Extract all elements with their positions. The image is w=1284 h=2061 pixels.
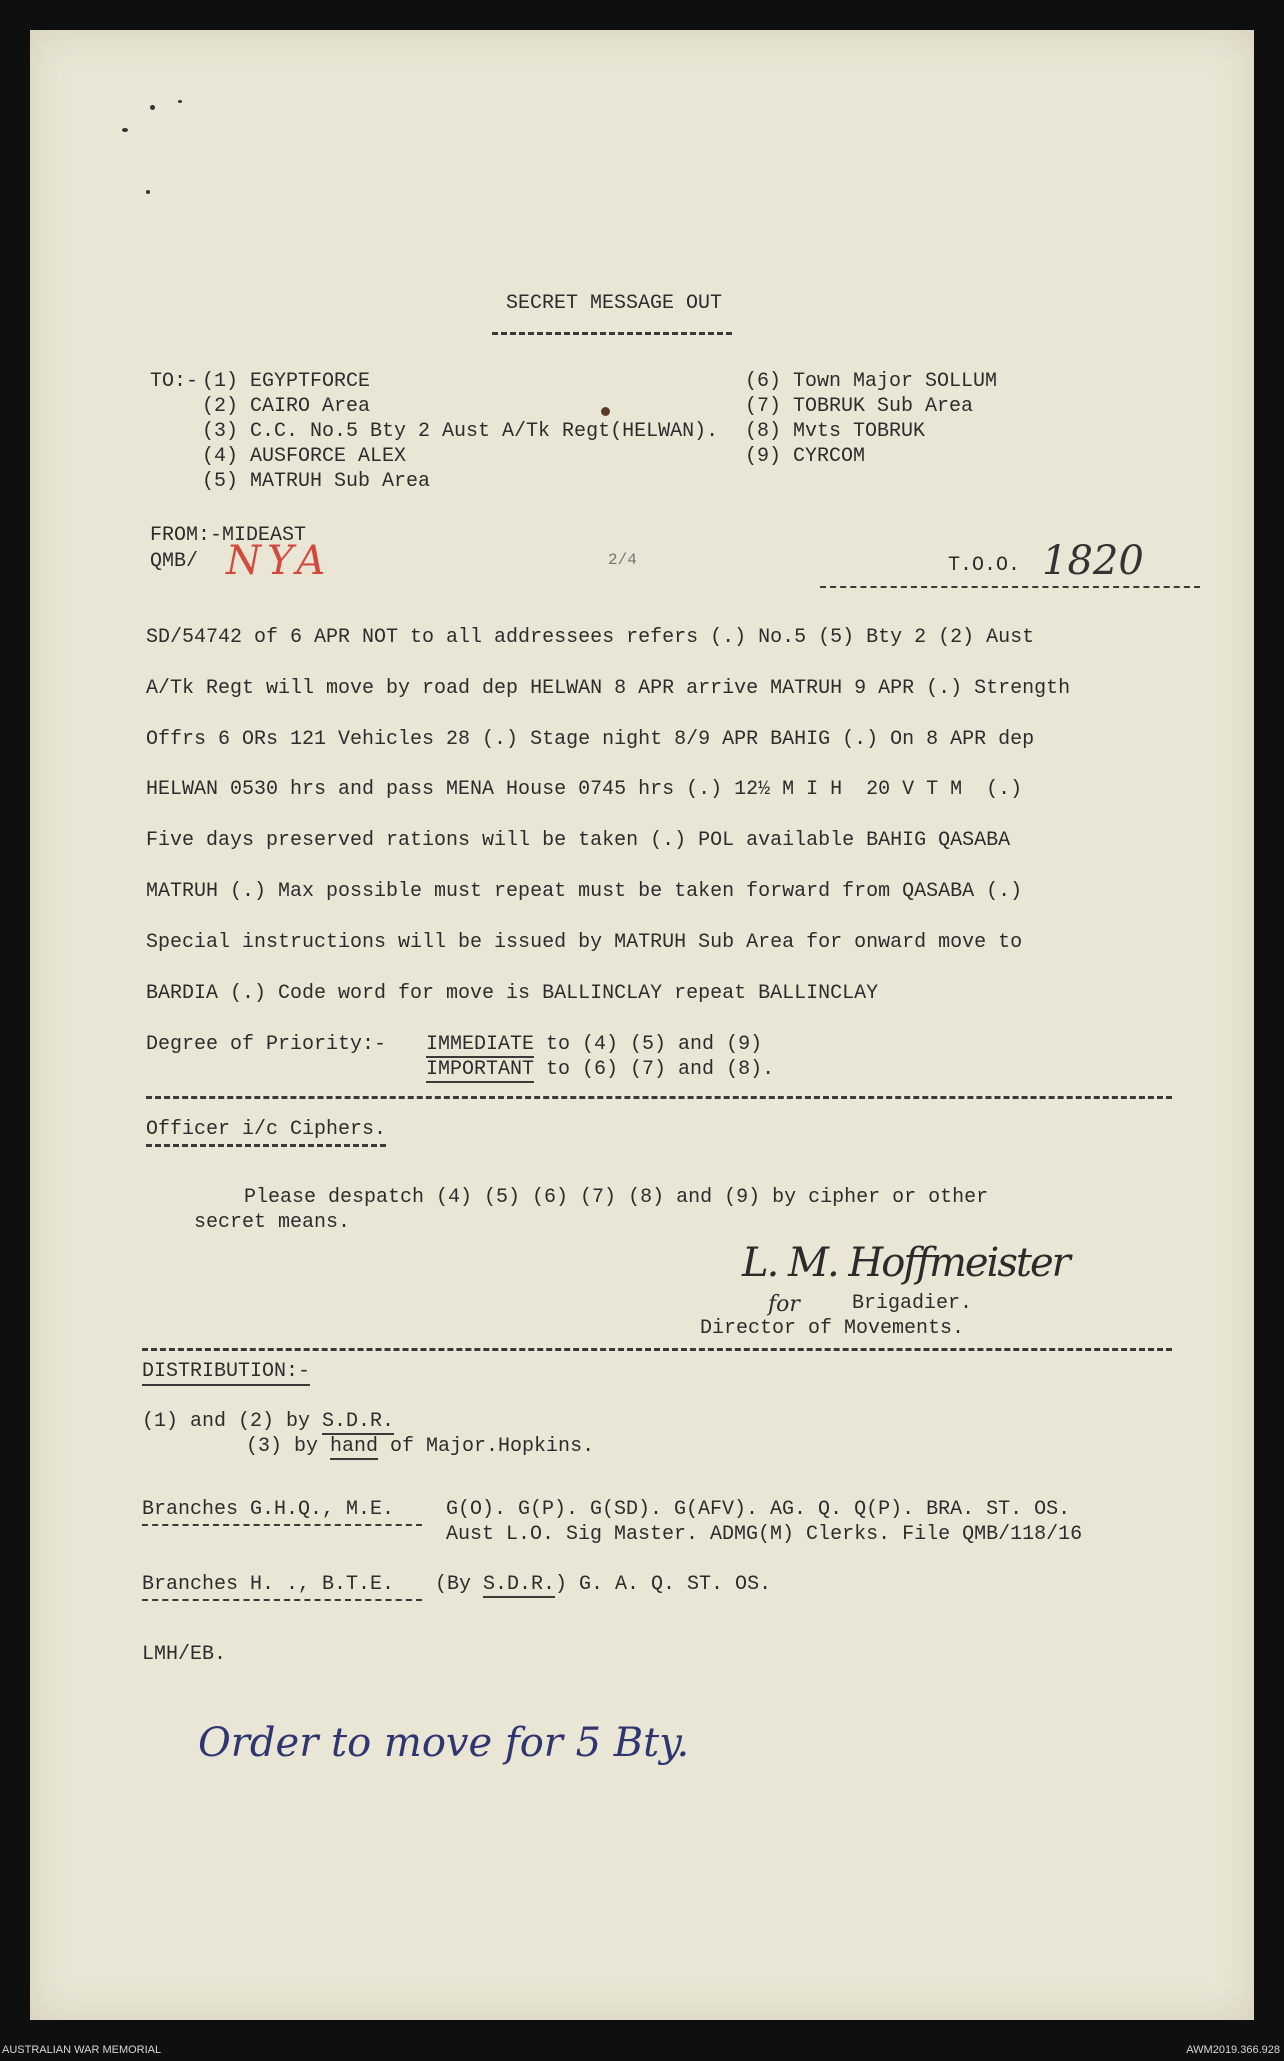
distribution-line-2-text: (3) by [246,1435,331,1458]
addressee-4: (4) AUSFORCE ALEX [202,445,407,468]
branches-bte-line [435,1573,771,1597]
document-page [30,30,1254,2020]
message-line-6: MATRUH (.) Max possible must repeat must be taken forward from QASABA (.) [146,880,1023,903]
despatch-line-2: secret means. [194,1211,351,1234]
distribution-line-2-rest: of Major.Hopkins. [378,1435,595,1458]
priority-rule [146,1096,1172,1099]
addressee-2: (2) CAIRO Area [202,395,371,418]
message-line-8: BARDIA (.) Code word for move is BALLINCLAY repeat BALLINCLAY [146,982,879,1005]
from-line: FROM:-MIDEAST [150,524,307,547]
priority-immediate-rest: to (4) (5) and (9) [534,1033,763,1056]
branches-ghq-underline [142,1524,422,1526]
priority-immediate: IMMEDIATE [426,1033,535,1056]
distribution-line-1 [142,1410,394,1434]
too-label: T.O.O. [948,554,1021,577]
distribution-line-1-text: (1) and (2) by [142,1410,323,1433]
paper-speck [122,128,128,132]
priority-label: Degree of Priority:- [146,1033,387,1056]
officer-underline [146,1144,386,1147]
branches-ghq-line-1: G(O). G(P). G(SD). G(AFV). AG. Q. Q(P). BRA. ST. OS. [446,1498,1071,1521]
priority-important-line [426,1058,774,1082]
message-line-3: Offrs 6 ORs 121 Vehicles 28 (.) Stage night 8/9 APR BAHIG (.) On 8 APR dep [146,728,1035,751]
distribution-sdr: S.D.R. [322,1410,395,1433]
paper-speck [146,190,150,194]
addressee-6: (6) Town Major SOLLUM [745,370,998,393]
despatch-line-1: Please despatch (4) (5) (6) (7) (8) and (9) by cipher or other [244,1186,989,1209]
message-line-2: A/Tk Regt will move by road dep HELWAN 8 APR arrive MATRUH 9 APR (.) Strength [146,677,1071,700]
footer-credit: AUSTRALIAN WAR MEMORIAL [2,2044,162,2056]
addressee-3: (3) C.C. No.5 Bty 2 Aust A/Tk Regt(HELWAN). [202,420,719,443]
priority-important-rest: to (6) (7) and (8). [534,1058,775,1081]
brigadier-title: Brigadier. [852,1292,973,1315]
typist-initials: LMH/EB. [142,1643,227,1666]
for-label: for [768,1292,800,1317]
branches-bte-sdr: S.D.R. [483,1573,556,1596]
addressee-8: (8) Mvts TOBRUK [745,420,926,443]
message-line-7: Special instructions will be issued by MATRUH Sub Area for onward move to [146,931,1023,954]
distribution-line-2 [246,1435,594,1459]
priority-important: IMPORTANT [426,1058,535,1081]
addressee-7: (7) TOBRUK Sub Area [745,395,974,418]
paper-speck [601,407,610,416]
title-underline [492,332,732,335]
branches-ghq-line-2: Aust L.O. Sig Master. ADMG(M) Clerks. File QMB/118/16 [446,1523,1083,1546]
qm-fraction: 2/4 [608,551,637,569]
officer-ciphers: Officer i/c Ciphers. [146,1118,387,1141]
paper-speck [150,105,155,110]
message-line-4: HELWAN 0530 hrs and pass MENA House 0745 hrs (.) 12½ M I H 20 V T M (.) [146,778,1023,801]
message-line-1: SD/54742 of 6 APR NOT to all addressees refers (.) No.5 (5) Bty 2 (2) Aust [146,626,1035,649]
distribution-hand: hand [330,1435,379,1458]
message-line-5: Five days preserved rations will be taken (.) POL available BAHIG QASABA [146,829,1011,852]
director-title: Director of Movements. [700,1317,965,1340]
signature: L. M. Hoffmeister [742,1240,1069,1286]
footer-accession: AWM2019.366.928 [1186,2044,1280,2056]
branches-bte-rest: ) G. A. Q. ST. OS. [555,1573,772,1596]
signature-rule [142,1348,1172,1351]
paper-speck [178,100,182,103]
qm-line: QMB/ [150,550,199,573]
branches-bte-underline [142,1599,422,1601]
to-label: TO:- [150,370,199,393]
branches-bte-label: Branches H. ., B.T.E. [142,1573,395,1596]
qm-handwritten-reference: NYA [226,538,332,584]
branches-bte-pre: (By [435,1573,484,1596]
branches-ghq-label: Branches G.H.Q., M.E. [142,1498,395,1521]
addressee-5: (5) MATRUH Sub Area [202,470,431,493]
addressee-1: (1) EGYPTFORCE [202,370,371,393]
handwritten-note: Order to move for 5 Bty. [198,1720,690,1766]
header-rule [820,586,1200,588]
distribution-label: DISTRIBUTION:- [142,1360,310,1386]
document-title: SECRET MESSAGE OUT [506,292,723,315]
priority-immediate-line [426,1033,762,1057]
too-value: 1820 [1042,538,1144,584]
addressee-9: (9) CYRCOM [745,445,866,468]
